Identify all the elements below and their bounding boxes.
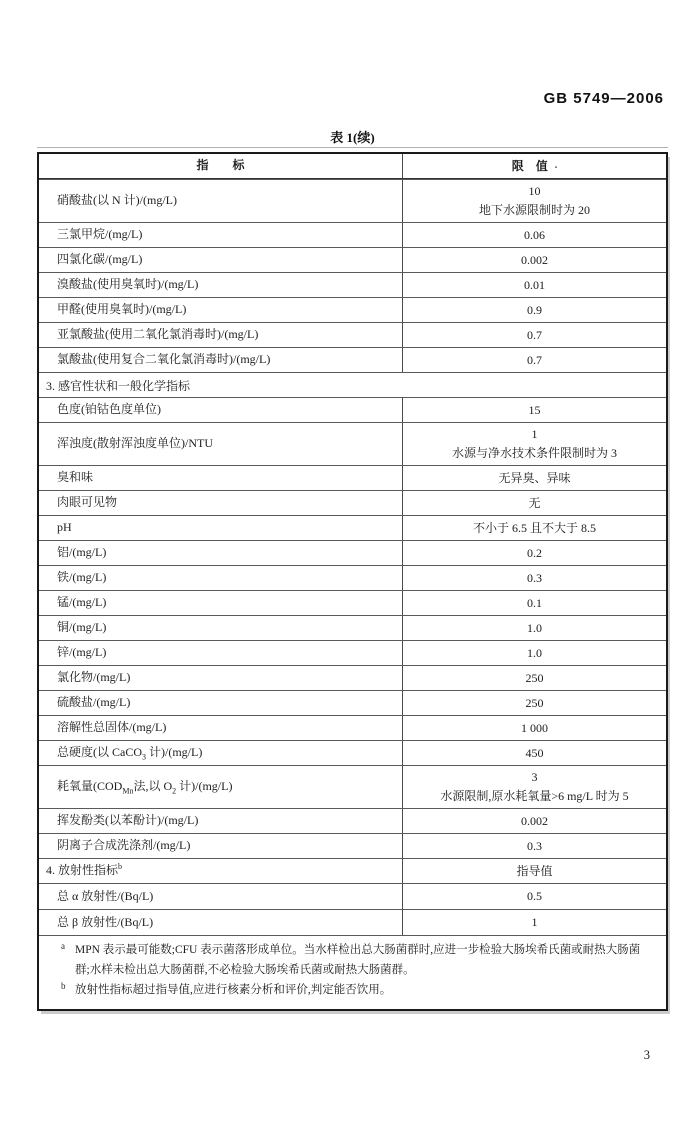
indicator-label: 浑浊度(散射浑浊度单位)/NTU <box>57 436 213 451</box>
table-title: 表 1(续) <box>330 130 375 145</box>
indicator-label: 铝/(mg/L) <box>57 545 107 560</box>
indicator-cell <box>39 766 403 808</box>
limit-cell <box>403 859 666 883</box>
limit-value: 0.06 <box>524 227 545 242</box>
footnote-marker: b <box>61 980 66 991</box>
limit-cell <box>403 566 666 590</box>
limit-cell <box>403 541 666 565</box>
indicator-text-part: 计)/(mg/L) <box>146 745 203 760</box>
indicator-label: 溶解性总固体/(mg/L) <box>57 720 167 735</box>
limit-cell <box>403 910 666 935</box>
indicator-cell <box>39 323 403 347</box>
limit-value: 0.3 <box>527 570 542 585</box>
indicator-cell <box>39 809 403 833</box>
table-row-chlorate <box>39 347 666 372</box>
limit-value: 0.7 <box>527 327 542 342</box>
indicator-cell <box>39 566 403 590</box>
limit-cell <box>403 766 666 808</box>
water-quality-table <box>37 152 668 1011</box>
table-row-turbidity <box>39 422 666 465</box>
limit-cell <box>403 834 666 858</box>
section-label-cell <box>39 373 666 397</box>
limit-value: 0.3 <box>527 838 542 853</box>
table-row-odor <box>39 465 666 490</box>
limit-value: 0.9 <box>527 302 542 317</box>
footnote-a <box>61 941 652 981</box>
indicator-cell <box>39 666 403 690</box>
indicator-cell <box>39 691 403 715</box>
indicator-cell <box>39 298 403 322</box>
section-row-radioactivity <box>39 858 666 883</box>
indicator-cell <box>39 616 403 640</box>
table-row-ph <box>39 515 666 540</box>
subscript-text: 2 <box>172 786 177 796</box>
limit-value: 0.002 <box>521 252 548 267</box>
limit-note: 水源限制,原水耗氧量>6 mg/L 时为 5 <box>440 789 629 803</box>
limit-value: 250 <box>525 670 544 685</box>
limit-cell <box>403 809 666 833</box>
page-number: 3 <box>643 1048 650 1062</box>
limit-value: 0.2 <box>527 545 542 560</box>
limit-value: 1 <box>531 915 538 930</box>
footnote-text: MPN 表示最可能数;CFU 表示菌落形成单位。当水样检出总大肠菌群时,应进一步检验大肠埃希氏菌或耐热大肠菌群;水样未检出总大肠菌群,不必检验大肠埃希氏菌或耐热大肠菌群。 <box>75 944 641 976</box>
limit-value: 10 <box>528 184 541 199</box>
indicator-cell <box>39 910 403 935</box>
indicator-cell <box>39 591 403 615</box>
indicator-label: 铜/(mg/L) <box>57 620 107 635</box>
limit-value: 250 <box>525 695 544 710</box>
indicator-label <box>57 779 232 795</box>
section-label: 3. 感官性状和一般化学指标 <box>46 378 191 393</box>
doc-number: GB 5749—2006 <box>543 90 664 107</box>
indicator-cell <box>39 273 403 297</box>
indicator-label: 三氯甲烷/(mg/L) <box>57 227 143 242</box>
limit-value: 0.7 <box>527 352 542 367</box>
table-row-iron <box>39 565 666 590</box>
indicator-cell <box>39 398 403 422</box>
limit-cell <box>403 666 666 690</box>
indicator-label: 溴酸盐(使用臭氧时)/(mg/L) <box>57 277 199 292</box>
section-label-cell <box>39 859 403 883</box>
limit-value: 无异臭、异味 <box>498 470 571 485</box>
table-row-anionic-detergent <box>39 833 666 858</box>
scan-artifact-dot: . <box>554 160 558 171</box>
limit-value: 450 <box>525 745 544 760</box>
table-row-gross-beta <box>39 909 666 935</box>
indicator-text-part: 耗氧量(COD <box>57 779 123 794</box>
limit-cell <box>403 398 666 422</box>
limit-value: 不小于 6.5 且不大于 8.5 <box>472 520 596 535</box>
indicator-label: 色度(铂钴色度单位) <box>57 402 161 417</box>
table-row-chlorite <box>39 322 666 347</box>
indicator-cell <box>39 348 403 372</box>
indicator-cell <box>39 741 403 765</box>
indicator-cell <box>39 716 403 740</box>
limit-cell <box>403 248 666 272</box>
indicator-cell <box>39 466 403 490</box>
footnote-b <box>61 981 652 1001</box>
footnotes-block <box>39 935 666 1009</box>
table-row-manganese <box>39 590 666 615</box>
indicator-header-label: 指 标 <box>196 158 245 173</box>
indicator-label: 硝酸盐(以 N 计)/(mg/L) <box>57 193 177 208</box>
table-header-row <box>39 154 666 179</box>
limit-cell <box>403 223 666 247</box>
table-row-volatile-phenols <box>39 808 666 833</box>
indicator-label: 锰/(mg/L) <box>57 595 107 610</box>
limit-header-label: 限 值 <box>511 158 548 173</box>
indicator-cell <box>39 423 403 465</box>
indicator-label: 氯酸盐(使用复合二氧化氯消毒时)/(mg/L) <box>57 352 271 367</box>
table-row-sulfate <box>39 690 666 715</box>
limit-cell <box>403 741 666 765</box>
table-row-nitrate <box>39 179 666 222</box>
indicator-label: 总 α 放射性/(Bq/L) <box>57 888 154 903</box>
limit-cell <box>403 423 666 465</box>
limit-cell <box>403 180 666 222</box>
limit-cell <box>403 273 666 297</box>
table-row-copper <box>39 615 666 640</box>
indicator-label: 铁/(mg/L) <box>57 570 107 585</box>
table-row-total-dissolved-solids <box>39 715 666 740</box>
table-row-formaldehyde <box>39 297 666 322</box>
limit-value: 0.002 <box>521 813 548 828</box>
indicator-label: 挥发酚类(以苯酚计)/(mg/L) <box>57 813 199 828</box>
table-row-trichloromethane <box>39 222 666 247</box>
indicator-text-part: 总硬度(以 CaCO <box>57 745 142 760</box>
footnote-marker: a <box>61 941 65 951</box>
subscript-text: Mn <box>122 786 134 796</box>
superscript-footnote-ref: b <box>118 862 123 872</box>
limit-cell <box>403 466 666 490</box>
scan-artifact-line <box>37 147 668 148</box>
indicator-label: 硫酸盐/(mg/L) <box>57 695 131 710</box>
table-row-oxygen-consumption <box>39 765 666 808</box>
limit-value: 1.0 <box>527 645 542 660</box>
indicator-cell <box>39 834 403 858</box>
limit-value: 0.5 <box>527 889 542 904</box>
indicator-label: 锌/(mg/L) <box>57 645 107 660</box>
limit-value: 无 <box>528 495 541 510</box>
table-row-gross-alpha <box>39 883 666 909</box>
indicator-cell <box>39 884 403 909</box>
indicator-header-cell <box>39 154 403 178</box>
footnote-text: 放射性指标超过指导值,应进行核素分析和评价,判定能否饮用。 <box>75 983 392 996</box>
limit-cell <box>403 716 666 740</box>
table-row-visible-matter <box>39 490 666 515</box>
limit-value: 15 <box>528 402 541 417</box>
indicator-label: pH <box>57 520 72 535</box>
indicator-cell <box>39 248 403 272</box>
limit-cell <box>403 348 666 372</box>
limit-value: 3 <box>531 770 538 785</box>
indicator-label: 甲醛(使用臭氧时)/(mg/L) <box>57 302 187 317</box>
indicator-text-part: 计)/(mg/L) <box>176 779 233 794</box>
indicator-label: 氯化物/(mg/L) <box>57 670 131 685</box>
limit-cell <box>403 491 666 515</box>
indicator-label: 亚氯酸盐(使用二氧化氯消毒时)/(mg/L) <box>57 327 259 342</box>
section-row-sensory <box>39 372 666 397</box>
table-row-chloride <box>39 665 666 690</box>
limit-value: 0.01 <box>524 277 545 292</box>
table-row-color <box>39 397 666 422</box>
limit-cell <box>403 616 666 640</box>
indicator-cell <box>39 541 403 565</box>
limit-value: 1 000 <box>521 720 548 735</box>
indicator-label: 四氯化碳/(mg/L) <box>57 252 143 267</box>
limit-cell <box>403 884 666 909</box>
subscript-text: 3 <box>142 752 146 762</box>
indicator-cell <box>39 223 403 247</box>
limit-cell <box>403 323 666 347</box>
table-row-zinc <box>39 640 666 665</box>
table-row-carbon-tetrachloride <box>39 247 666 272</box>
indicator-cell <box>39 516 403 540</box>
limit-cell <box>403 691 666 715</box>
indicator-text-part: 法,以 O <box>133 779 173 794</box>
indicator-cell <box>39 641 403 665</box>
limit-value: 1.0 <box>527 620 542 635</box>
limit-value: 1 <box>531 427 538 442</box>
limit-cell <box>403 641 666 665</box>
indicator-label <box>57 745 202 761</box>
limit-note: 水源与净水技术条件限制时为 3 <box>451 446 617 460</box>
indicator-label: 阴离子合成洗涤剂/(mg/L) <box>57 838 191 853</box>
table-row-total-hardness <box>39 740 666 765</box>
indicator-cell <box>39 491 403 515</box>
section-text-part: 4. 放射性指标 <box>46 863 119 878</box>
indicator-label: 总 β 放射性/(Bq/L) <box>57 914 154 929</box>
limit-cell <box>403 516 666 540</box>
limit-note: 地下水源限制时为 20 <box>478 203 590 217</box>
indicator-label: 臭和味 <box>57 470 94 485</box>
indicator-label: 肉眼可见物 <box>57 495 118 510</box>
limit-value: 0.1 <box>527 595 542 610</box>
indicator-cell <box>39 180 403 222</box>
limit-cell <box>403 591 666 615</box>
limit-header-cell <box>403 154 666 178</box>
limit-cell <box>403 298 666 322</box>
limit-value: 指导值 <box>516 863 553 878</box>
table-row-aluminum <box>39 540 666 565</box>
section-label <box>46 863 122 879</box>
table-row-bromate <box>39 272 666 297</box>
